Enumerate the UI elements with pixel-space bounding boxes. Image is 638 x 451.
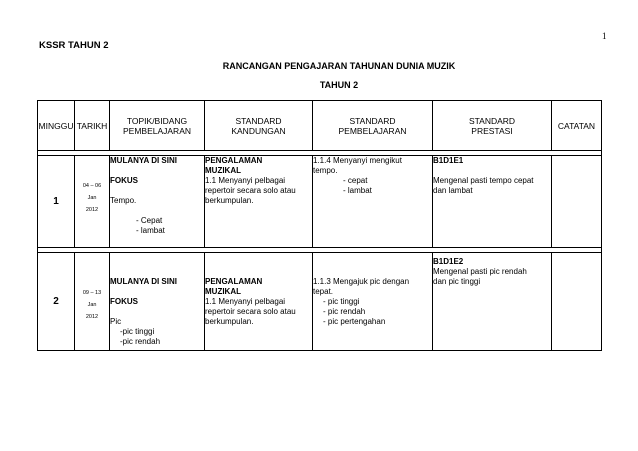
- catatan-cell: [552, 156, 602, 248]
- col-tarikh: TARIKH: [75, 101, 110, 151]
- col-standard-prestasi: STANDARD PRESTASI: [433, 101, 552, 151]
- standard-prestasi-cell: B1D1E2 Mengenal pasti pic rendah dan pic tinggi: [433, 253, 552, 351]
- document-header: KSSR TAHUN 2: [39, 40, 109, 51]
- week-number: 1: [38, 156, 75, 248]
- catatan-cell: [552, 253, 602, 351]
- page-number: 1: [602, 31, 607, 41]
- col-minggu: MINGGU: [38, 101, 75, 151]
- standard-pembelajaran-cell: 1.1.4 Menyanyi mengikut tempo. - cepat - lambat: [313, 156, 433, 248]
- week-number: 2: [38, 253, 75, 351]
- standard-pembelajaran-cell: 1.1.3 Mengajuk pic dengan tepat. - pic tinggi - pic rendah - pic pertengahan: [313, 253, 433, 351]
- col-topik: TOPIK/BIDANG PEMBELAJARAN: [110, 101, 205, 151]
- standard-kandungan-cell: PENGALAMAN MUZIKAL 1.1 Menyanyi pelbagai repertoir secara solo atau berkumpulan.: [205, 156, 313, 248]
- standard-kandungan-cell: PENGALAMAN MUZIKAL 1.1 Menyanyi pelbagai repertoir secara solo atau berkumpulan.: [205, 253, 313, 351]
- topic-cell: MULANYA DI SINI FOKUS Tempo. - Cepat - lambat: [110, 156, 205, 248]
- col-standard-pembelajaran: STANDARD PEMBELAJARAN: [313, 101, 433, 151]
- standard-prestasi-cell: B1D1E1 Mengenal pasti tempo cepat dan lambat: [433, 156, 552, 248]
- lesson-plan-table: [37, 100, 602, 351]
- col-catatan: CATATAN: [552, 101, 602, 151]
- topic-cell: MULANYA DI SINI FOKUS Pic -pic tinggi -pic rendah: [110, 253, 205, 351]
- page-title: RANCANGAN PENGAJARAN TAHUNAN DUNIA MUZIK: [222, 61, 456, 71]
- date-cell: 04 – 06 Jan 2012: [75, 156, 110, 248]
- table-header-row: [38, 101, 602, 151]
- date-cell: 09 – 13 Jan 2012: [75, 253, 110, 351]
- col-standard-kandungan: STANDARD KANDUNGAN: [205, 101, 313, 151]
- table-row: [38, 253, 602, 351]
- table-row: [38, 156, 602, 248]
- page-subtitle: TAHUN 2: [319, 80, 359, 90]
